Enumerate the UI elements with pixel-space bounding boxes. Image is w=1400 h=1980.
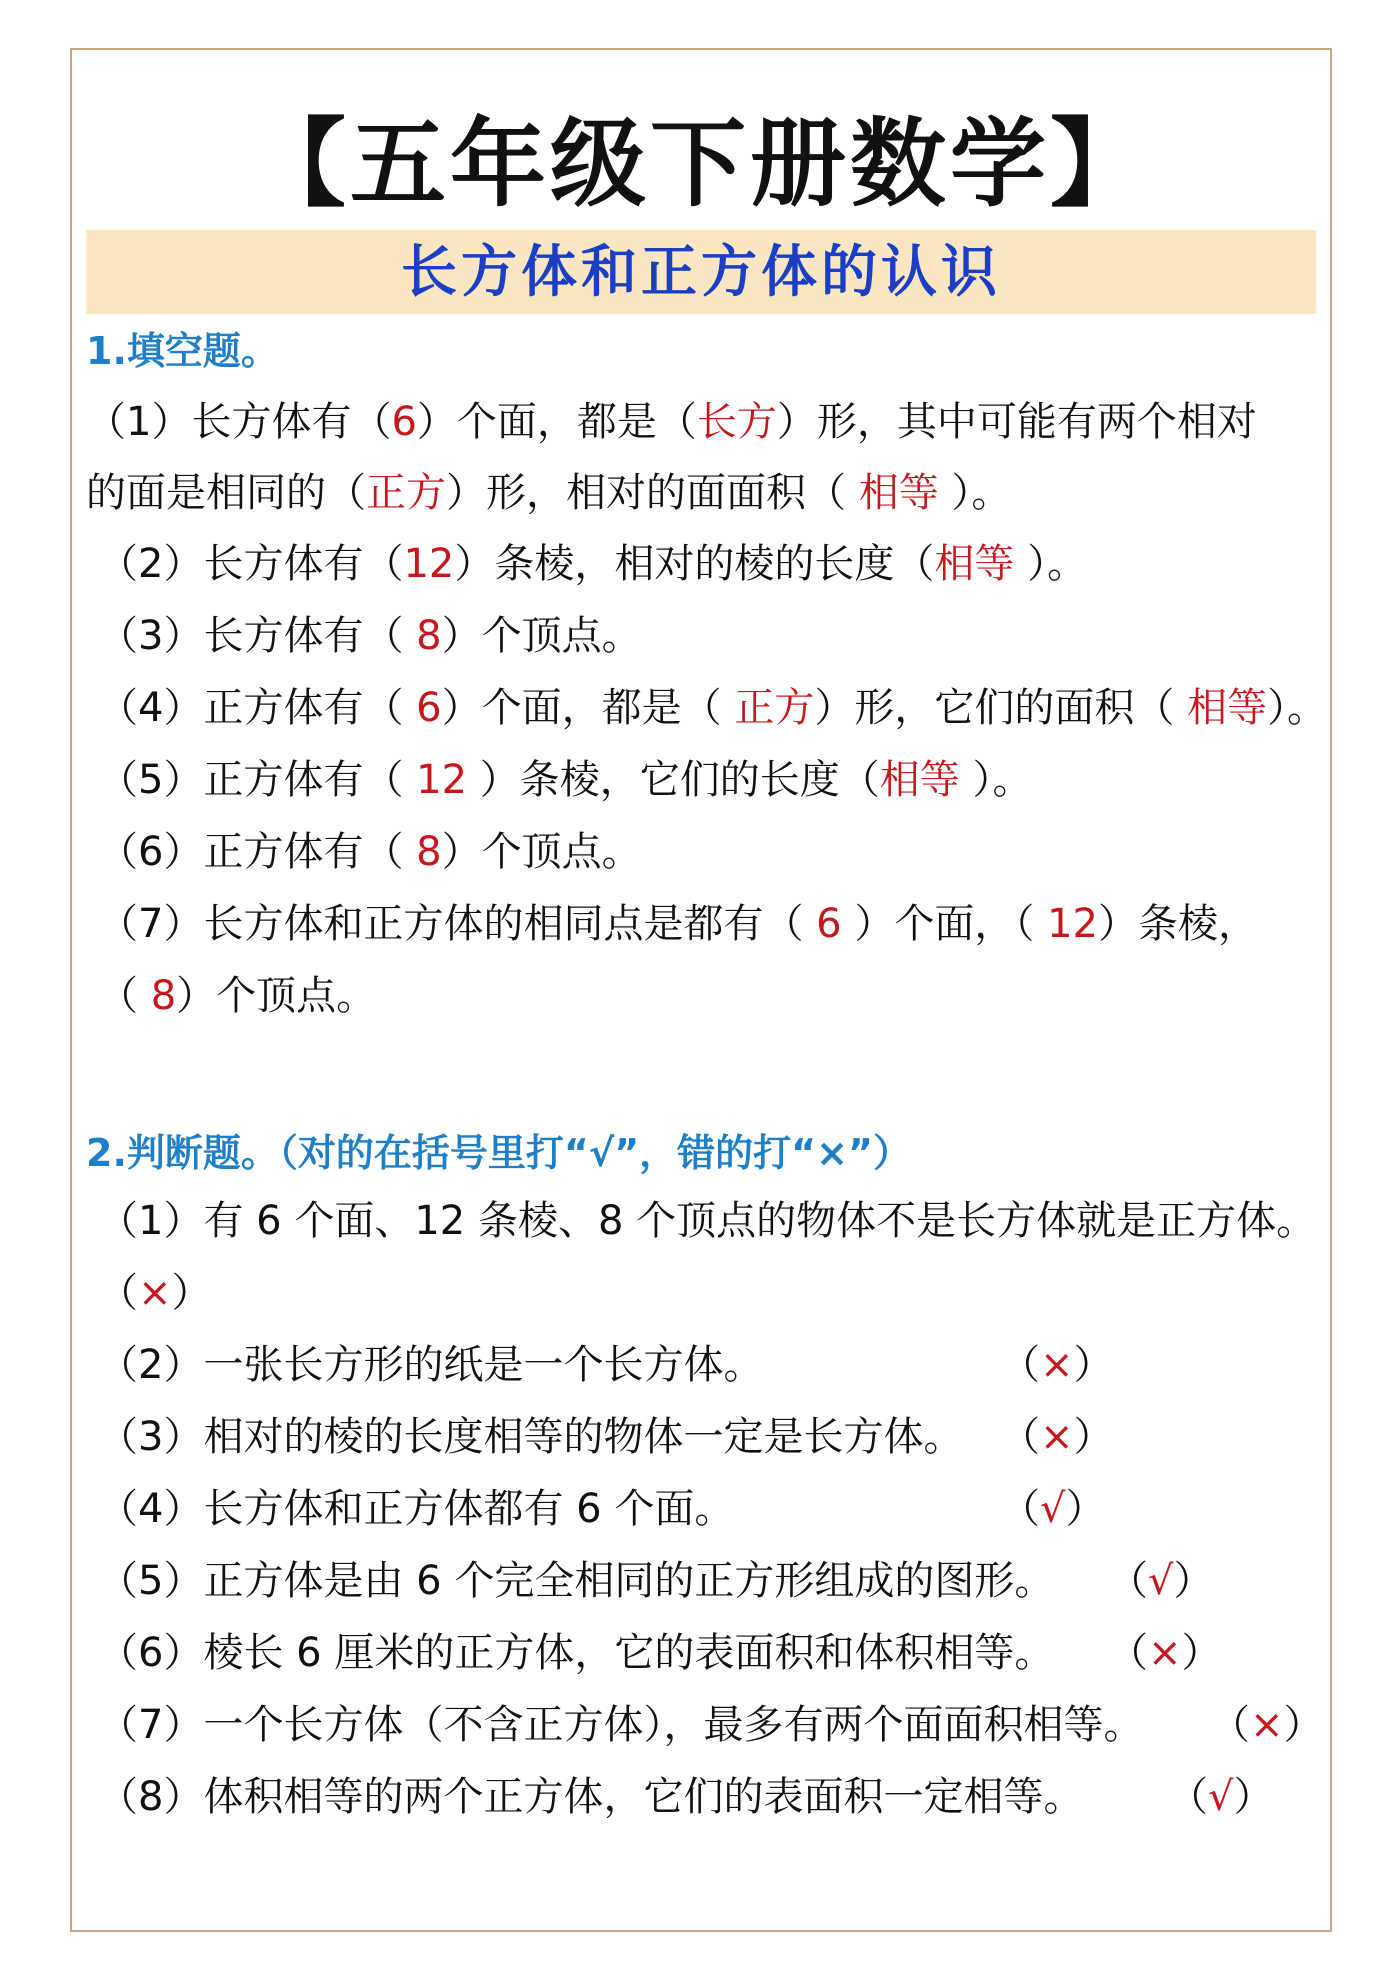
answer: × — [1148, 1630, 1182, 1676]
subtitle-banner — [86, 230, 1316, 314]
fill-line-8: （7）长方体和正方体的相同点是都有（ 6 ）个面，（ 12）条棱， — [98, 901, 1258, 947]
answer: × — [1040, 1342, 1074, 1388]
answer: 8 — [150, 973, 177, 1019]
fill-line-9: （ 8）个顶点。 — [98, 973, 377, 1019]
answer: 正方 — [734, 685, 815, 731]
judge-item-6: （6）棱长 6 厘米的正方体，它的表面积和体积相等。 — [98, 1630, 1055, 1676]
fill-line-5: （4）正方体有（ 6）个面，都是（ 正方）形，它们的面积（ 相等）。 — [98, 685, 1328, 731]
judge-mark-7: （×） — [1210, 1702, 1324, 1748]
fill-line-4: （3）长方体有（ 8）个顶点。 — [98, 613, 642, 659]
fill-line-2: 的面是相同的（正方）形，相对的面面积（ 相等 ）。 — [86, 470, 1012, 516]
answer: 相等 — [858, 470, 939, 516]
judge-mark-8: （√） — [1168, 1774, 1274, 1820]
section2-heading: 2.判断题。（对的在括号里打“√”，错的打“×”） — [86, 1131, 911, 1175]
answer: 8 — [416, 829, 442, 875]
judge-item-3: （3）相对的棱的长度相等的物体一定是长方体。 — [98, 1414, 964, 1460]
judge-item-5: （5）正方体是由 6 个完全相同的正方形组成的图形。 — [98, 1558, 1055, 1604]
judge-mark-6: （×） — [1108, 1630, 1222, 1676]
answer: × — [1250, 1702, 1284, 1748]
answer: 相等 — [1187, 685, 1268, 731]
fill-line-3: （2）长方体有（12）条棱，相对的棱的长度（相等 ）。 — [98, 541, 1088, 587]
answer: 6 — [391, 399, 417, 445]
judge-item-7: （7）一个长方体（不含正方体），最多有两个面面积相等。 — [98, 1702, 1144, 1748]
judge-mark-4: （√） — [1000, 1486, 1106, 1532]
answer: √ — [1148, 1558, 1174, 1604]
answer: 8 — [416, 613, 442, 659]
judge-item-2: （2）一张长方形的纸是一个长方体。 — [98, 1342, 764, 1388]
judge-mark-3: （×） — [1000, 1414, 1114, 1460]
answer: 相等 — [879, 757, 960, 803]
answer: 6 — [416, 685, 442, 731]
section1-heading: 1.填空题。 — [86, 329, 279, 373]
answer: 12 — [1047, 901, 1098, 947]
answer: √ — [1208, 1774, 1234, 1820]
answer: 正方 — [366, 470, 446, 516]
answer: √ — [1040, 1486, 1066, 1532]
answer: 长方 — [696, 399, 777, 445]
subtitle-text: 长方体和正方体的认识 — [401, 239, 1001, 305]
answer: 12 — [403, 541, 455, 587]
answer: 12 — [416, 757, 468, 803]
fill-line-1: （1）长方体有（6）个面，都是（长方）形，其中可能有两个相对 — [86, 399, 1257, 445]
answer: × — [1040, 1414, 1074, 1460]
judge-item-1: （1）有 6 个面、12 条棱、8 个顶点的物体不是长方体就是正方体。 — [98, 1198, 1317, 1244]
judge-mark-5: （√） — [1108, 1558, 1214, 1604]
answer: × — [138, 1270, 172, 1316]
judge-item-4: （4）长方体和正方体都有 6 个面。 — [98, 1486, 735, 1532]
fill-line-7: （6）正方体有（ 8）个顶点。 — [98, 829, 642, 875]
judge-mark-1: （×） — [98, 1270, 212, 1316]
answer: 6 — [816, 901, 842, 947]
fill-line-6: （5）正方体有（ 12 ）条棱，它们的长度（相等 ）。 — [98, 757, 1033, 803]
judge-mark-2: （×） — [1000, 1342, 1114, 1388]
page-title: 【五年级下册数学】 — [250, 107, 1150, 220]
judge-item-8: （8）体积相等的两个正方体，它们的表面积一定相等。 — [98, 1774, 1084, 1820]
answer: 相等 — [934, 541, 1015, 587]
